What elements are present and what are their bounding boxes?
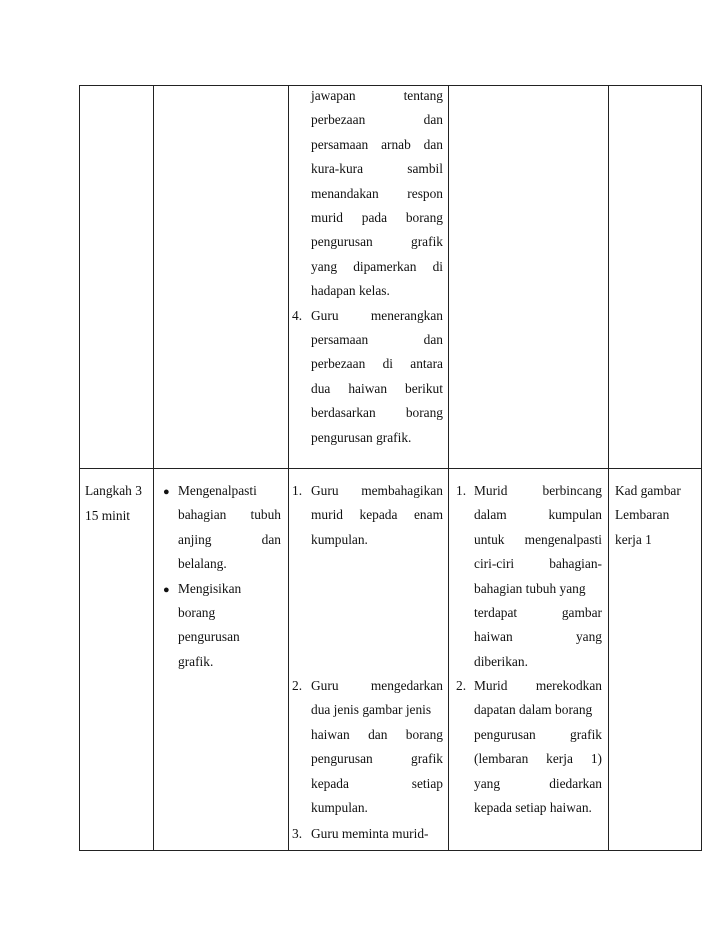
text-line: kepada setiap [311, 775, 443, 791]
text-line: ciri-ciri bahagian- [474, 556, 602, 572]
text-line: pengurusan grafik [311, 234, 443, 250]
text-line: hadapan kelas. [311, 283, 390, 299]
text-line: dapatan dalam borang [474, 702, 593, 718]
text-line: murid pada borang [311, 210, 443, 225]
bullet-text: Mengenalpasti [178, 483, 257, 498]
text-line: perbezaan di antara [311, 356, 443, 372]
list-number: 2. [292, 678, 303, 693]
text-line: terdapat gambar [474, 605, 602, 620]
list-number: 4. [292, 307, 303, 323]
text-line: Murid berbincang [474, 483, 602, 498]
bullet-text: belalang. [178, 556, 227, 572]
text-line: persamaan dan [311, 332, 443, 347]
bullet-text: Mengisikan [178, 580, 242, 596]
bullet-icon: ● [163, 583, 170, 596]
text-line: Guru meminta murid- [311, 826, 429, 841]
text-line: yang diedarkan [474, 775, 602, 791]
resource-text: kerja 1 [615, 531, 652, 547]
step-label: Langkah 3 [85, 483, 142, 498]
text-line: pengurusan grafik. [311, 429, 412, 445]
text-line: dalam kumpulan [474, 507, 602, 523]
text-line: kura-kura sambil [311, 161, 443, 177]
text-line: Guru membahagikan [311, 483, 443, 498]
text-line: Murid merekodkan [474, 678, 602, 693]
text-line: murid kepada enam [311, 507, 443, 523]
text-line: kepada setiap haiwan. [474, 800, 592, 815]
text-line: yang dipamerkan di [311, 258, 443, 274]
list-number: 1. [456, 483, 467, 498]
text-line: pengurusan grafik [474, 726, 602, 742]
text-line: menandakan respon [311, 185, 443, 201]
text-line: jawapan tentang [311, 88, 443, 103]
text-line: Guru mengedarkan [311, 678, 443, 693]
list-number: 1. [292, 483, 303, 498]
text-line: berdasarkan borang [311, 405, 443, 421]
text-line: untuk mengenalpasti [474, 531, 602, 547]
bullet-text: pengurusan [178, 629, 240, 645]
text-line: pengurusan grafik [311, 751, 443, 767]
bullet-text: bahagian tubuh [178, 507, 281, 523]
list-number: 2. [456, 678, 467, 693]
text-line: haiwan dan borang [311, 726, 443, 742]
text-line: haiwan yang [474, 629, 602, 645]
text-line: kumpulan. [311, 800, 368, 815]
text-line: dua jenis gambar jenis [311, 702, 432, 718]
resource-text: Kad gambar [615, 483, 681, 498]
text-line: Guru menerangkan [311, 307, 443, 323]
text-line: dua haiwan berikut [311, 380, 443, 396]
row-divider [80, 468, 701, 469]
text-line: kumpulan. [311, 531, 368, 547]
bullet-text: grafik. [178, 653, 214, 669]
resource-text: Lembaran [615, 507, 670, 523]
text-line: bahagian tubuh yang [474, 580, 586, 596]
list-number: 3. [292, 826, 303, 841]
duration-label: 15 minit [85, 508, 131, 523]
bullet-text: borang [178, 605, 216, 620]
text-line: persamaan arnab dan [311, 136, 443, 152]
text-line: perbezaan dan [311, 112, 443, 128]
bullet-text: anjing dan [178, 531, 281, 547]
text-line: (lembaran kerja 1) [474, 751, 602, 767]
bullet-icon: ● [163, 486, 170, 498]
text-line: diberikan. [474, 653, 528, 669]
